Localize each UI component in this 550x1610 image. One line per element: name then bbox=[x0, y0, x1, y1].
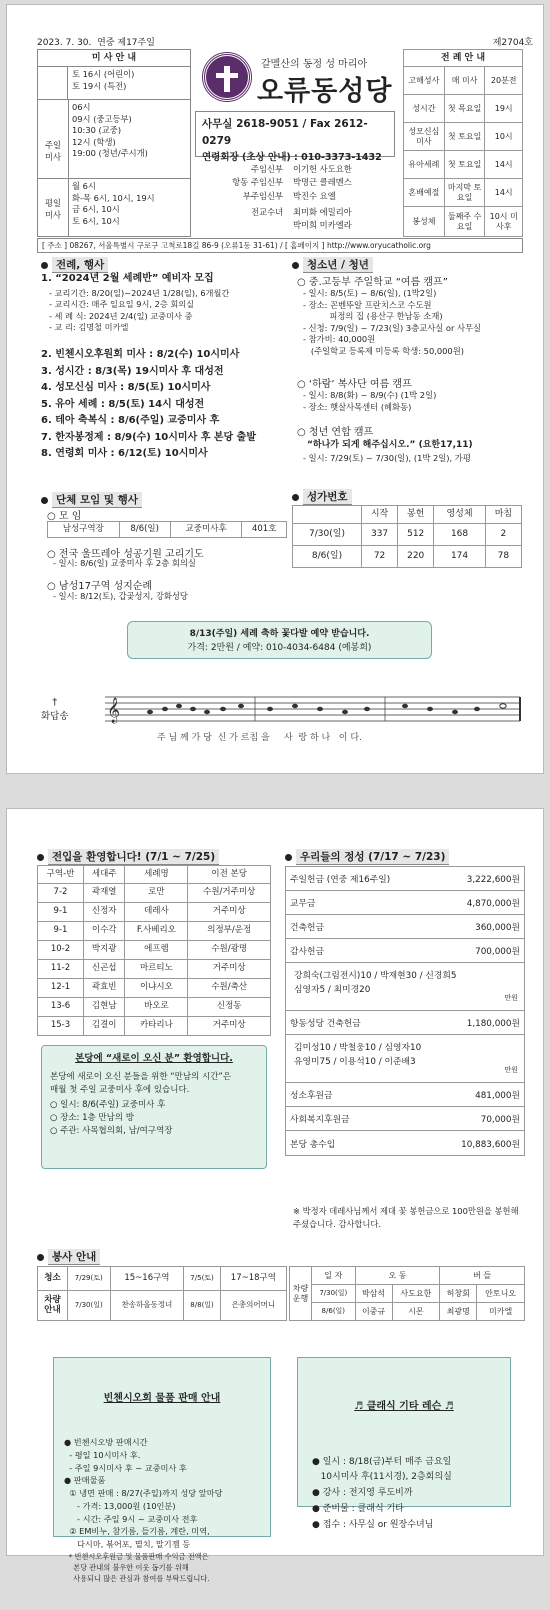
contact-box bbox=[195, 111, 395, 163]
pilgrim-title: ○ 남성17구역 성지순례 bbox=[47, 581, 153, 592]
bullet-icon bbox=[292, 262, 299, 269]
welcome-heading: 전입을 환영합니다! (7/1 ~ 7/25) bbox=[37, 849, 219, 865]
meeting-label: ○ 모 임 bbox=[47, 511, 82, 522]
hymns-heading: 성가번호 bbox=[292, 489, 352, 505]
joint-camp-detail: - 일시: 7/29(토) ~ 7/30(일), (1박 2일), 가평 bbox=[303, 453, 471, 463]
vincent-title: 빈첸시오회 물품 판매 안내 bbox=[103, 1393, 221, 1405]
address-bar: [ 주소 ] 08267, 서울특별시 구로구 고척로18길 86-9 (오류1동 31-61) / [ 홈페이지 ] http://www.oryucatholic.org bbox=[37, 238, 523, 253]
harp-camp-title: ○ ‘하람’ 복사단 여름 캠프 bbox=[297, 379, 412, 390]
hymns-table: 시작 봉헌 영성체 마침 7/30(일) 337 512 168 2 8/6(일) 72 220 174 78 bbox=[292, 505, 522, 568]
youth-camp-details: - 일시: 8/5(토) ~ 8/6(일), (1박2일) - 장소: 꼰벤뚜알 프란치스코 수도원 피정의 집 (용산구 한남동 소재) - 신청: 7/9(일) ~ 7/23(일) 3층교사실 or 사무실 - 참가비: 40,000원 (주일학교 등록제 미등록 학생: 50,000원) bbox=[303, 288, 482, 357]
table-row: 13-6 김현남 바오로 신정동 bbox=[38, 998, 271, 1017]
bulletin-page-2 bbox=[6, 808, 544, 1583]
youth-heading: 청소년 / 청년 bbox=[292, 257, 373, 273]
list-item: 5. 유아 세례 : 8/5(토) 14시 대성전 bbox=[41, 398, 205, 410]
table-row: 12-1 곽효빈 이냐시오 수원/축산 bbox=[38, 979, 271, 998]
flower-banner: 8/13(주일) 세례 축하 꽃다발 예약 받습니다. 가격: 2만원 / 예약: 010-4034-6484 (예봉희) bbox=[127, 621, 432, 659]
ultreya-title: ○ 전국 울뜨레아 성공기원 고리기도 bbox=[47, 549, 204, 560]
psalm-label: † 화답송 bbox=[41, 697, 69, 722]
list-item: 6. 테아 축복식 : 8/6(주일) 교중미사 후 bbox=[41, 415, 220, 426]
finance-heading: 우리들의 정성 (7/17 ~ 7/23) bbox=[285, 849, 449, 865]
table-row: 11-2 신곤섭 마르티노 거주미상 bbox=[38, 960, 271, 979]
list-item: 4. 성모신심 미사 : 8/5(토) 10시미사 bbox=[41, 382, 211, 393]
issue-date: 2023. 7. 30. 연중 제17주일 bbox=[37, 38, 155, 48]
funeral-contact: 연령회장 (초상 안내) : 010-3373-1432 bbox=[202, 151, 382, 163]
vincent-box: 빈첸시오회 물품 판매 안내 ● 빈첸시오방 판매시간 - 평일 10시미사 후. - 주일 9시미사 후 ~ 교중미사 후 ● 판매물품 ① 냉면 판매 : 8/27(주일)까지 성당 앞마당 - 가격: 13,000원 (10인분) - 시간: 주일 9시 ~ 교중미사 전후 ② EM비누, 참기름, 들기름, 계란, 미역, 다시마, 볶어포, 멸치, 말기젬 등 * 빈첸시오후원금 및 물품판매 수익금 전액은 본당 관내의 불우한 이웃 돕기를 위해 사용되니 많은 관심과 참여를 부탁드립니다. bbox=[53, 1357, 271, 1537]
table-row: 15-3 김결이 카타리나 거주미상 bbox=[38, 1017, 271, 1036]
bullet-icon bbox=[41, 497, 48, 504]
svg-text:𝄞: 𝄞 bbox=[107, 698, 121, 723]
guitar-title: ♬ 클래식 기타 레슨 ♬ bbox=[354, 1400, 454, 1412]
ceremony-table: 전 례 안 내 고해성사 매 미사 20분전 성시간 첫 목요일 19시 성모신심 미사 첫 토요일 10시 유아세례 첫 토요일 14시 혼배예절 마지막 토요일 14시 봉성체 둘째주 수요일 10시 미사후 bbox=[403, 49, 523, 237]
sat-mass: 토 16시 (어린이) 토 19시 (특전) bbox=[72, 69, 135, 91]
list-item: 8. 연령회 미사 : 6/12(토) 10시미사 bbox=[41, 448, 208, 459]
clergy-list: 주임신부 이기헌 사도요한 항동 주임신부 박명근 클레멘스 부주임신부 박진수 요엘 전교수녀 최미화 에밀리아 박미희 미카엘라 bbox=[232, 164, 352, 231]
issue-number: 제2704호 bbox=[492, 38, 533, 48]
bulletin-page-1 bbox=[6, 4, 544, 774]
groups-heading: 단체 모임 및 행사 bbox=[41, 492, 142, 508]
youth-camp-title: ○ 중.고등부 주일학교 “여름 캠프” bbox=[297, 277, 448, 288]
list-item: 7. 한자봉정제 : 8/9(수) 10시미사 후 본당 출발 bbox=[41, 431, 256, 443]
joint-camp-quote: “하나가 되게 해주십시오.” (요한17,11) bbox=[307, 440, 473, 450]
table-row: 7-2 곽재열 로만 수원/거주미상 bbox=[38, 884, 271, 903]
joint-camp-title: ○ 청년 연합 캠프 bbox=[297, 427, 374, 438]
ultreya-detail: - 일시: 8/6(일) 교중미사 후 2층 회의실 bbox=[53, 558, 196, 568]
liturgy-heading: 전례, 행사 bbox=[41, 257, 108, 273]
ceremony-title: 전 례 안 내 bbox=[404, 50, 523, 67]
finance-table: 주일헌금 (연중 제16주일) 3,222,600원 교무금 4,870,000원 건축헌금 360,000원 감사헌금 700,000원 강희숙(그림전시)10 / 박재현30 / 신경희5 심영자5 / 최미경20 만원 항동성당 건축헌금 1,180,000원 김미성10 / 박철웅10 / 심영자10 유영미75 / 이용석10 / 이준배3 만원 성소후원금 481,000원 사회복지후원금 70,000원 본당 총수입 10,883,600원 bbox=[285, 866, 525, 1156]
pilgrim-detail: - 일시: 8/12(토), 갑곶성지, 강화성당 bbox=[53, 591, 188, 601]
liturgy-list bbox=[41, 271, 281, 288]
service-table: 청소 7/29(토) 15~16구역 7/5(토) 17~18구역 차량 안내 7/30(일) 찬송하올동정녀 8/8(일) 은총의어머니 bbox=[37, 1266, 287, 1321]
church-subtitle: 갈멜산의 동정 성 마리아 bbox=[261, 59, 368, 70]
liturgy-list-2 bbox=[41, 347, 301, 463]
cross-icon: † bbox=[52, 697, 58, 708]
table-row: 9-1 신정자 데레사 거주미상 bbox=[38, 903, 271, 922]
guitar-box: ♬ 클래식 기타 레슨 ♬ ● 일시 : 8/18(금)부터 매주 금요일 10시미사 후(11시경), 2층회의실 ● 강사 : 전지영 루도비까 ● 준비물 : 클래식 기타 ● 접수 : 사무실 or 원장수녀님 bbox=[297, 1357, 511, 1507]
psalm-score bbox=[105, 693, 525, 729]
bullet-icon bbox=[37, 854, 44, 861]
list-item: 3. 성시간 : 8/3(목) 19시미사 후 대성전 bbox=[41, 365, 224, 377]
finance-note: ※ 박정자 데레사님께서 제대 꽃 봉헌금으로 100만원을 봉헌해 주셨습니다. 감사합니다. bbox=[293, 1206, 519, 1230]
weekday-mass: 월 6시 화-목 6시, 10시, 19시 금 6시, 10시 토 6시, 10시 bbox=[72, 181, 155, 226]
bullet-icon bbox=[285, 854, 292, 861]
church-name: 오류동성당 bbox=[257, 76, 393, 107]
office-phone: 사무실 2618-9051 / Fax 2612-0279 bbox=[202, 118, 368, 147]
mass-info-title: 미 사 안 내 bbox=[38, 50, 190, 67]
mass-info-box bbox=[37, 49, 191, 237]
newcomer-box: 본당에 “새로이 오신 분” 환영합니다. 본당에 새로이 오신 분들을 위한 “만남의 시간”은 매월 첫 주일 교중미사 후에 있습니다. ○ 일시: 8/6(주일) 교중미사 후 ○ 장소: 1층 만남의 방 ○ 주관: 사목협의회, 남/여구역장 bbox=[41, 1045, 267, 1169]
table-row: 9-1 이수각 F.사베리오 의정부/운정 bbox=[38, 922, 271, 941]
welcome-table: 구역-반 세대주 세례명 이전 본당 7-2 곽재열 로만 수원/거주미상 9-1 신정자 데레사 거주미상 9-1 이수각 F.사베리오 의정부/운정 10-2 박지광 에프렘 수원/광명 11-2 신곤섭 마르티노 거주미상 12-1 곽효빈 이냐시오 수원/축산 13-6 김현남 바오로 신정동 15-3 김결이 카타리나 거주미상 bbox=[37, 865, 271, 1036]
bullet-icon bbox=[41, 262, 48, 269]
table-row: 10-2 박지광 에프렘 수원/광명 bbox=[38, 941, 271, 960]
newcomer-title: 본당에 “새로이 오신 분” 환영합니다. bbox=[75, 1053, 233, 1064]
sun-mass: 06시 09시 (중고등부) 10:30 (교중) 12시 (학생) 19:00 (청년/주시개) bbox=[72, 102, 148, 159]
service-heading: 봉사 안내 bbox=[37, 1249, 100, 1265]
harp-camp-details: - 일시: 8/8(화) ~ 8/9(수) (1박 2일) - 장소: 햇살사목센터 (혜화동) bbox=[303, 390, 437, 412]
psalm-lyrics: 주 님 께 가 당 신 가 르침 을 사 랑 하 나 이 다. bbox=[157, 733, 362, 743]
bullet-icon bbox=[37, 1254, 44, 1261]
weekday-mass-label: 평일 미사 bbox=[44, 198, 62, 220]
driving-table: 차량 운행 일 자 오 동 버 들 7/30(일) 박삼석 사도요한 허창회 안토니오 8/6(일) 이중규 시몬 최광명 미카엘 bbox=[289, 1266, 525, 1321]
baptism-details: - 교리기간: 8/20(일)~2024년 1/28(일), 6개월간 - 교리시간: 매주 일요일 9시, 2층 회의실 - 세 례 식: 2024년 2/4(일) 교중미사 중 - 교 리: 김명철 미카엘 bbox=[49, 288, 230, 333]
bullet-icon bbox=[292, 494, 299, 501]
masthead bbox=[197, 49, 397, 111]
list-item: 2. 빈첸시오후원회 미사 : 8/2(수) 10시미사 bbox=[41, 349, 240, 360]
church-logo bbox=[203, 53, 251, 101]
list-item: 1. “2024년 2월 세례반” 예비자 모집 bbox=[41, 273, 214, 284]
sun-mass-label: 주일 미사 bbox=[44, 140, 62, 162]
meeting-table: 남성구역장 8/6(일) 교중미사후 401호 bbox=[47, 521, 287, 538]
